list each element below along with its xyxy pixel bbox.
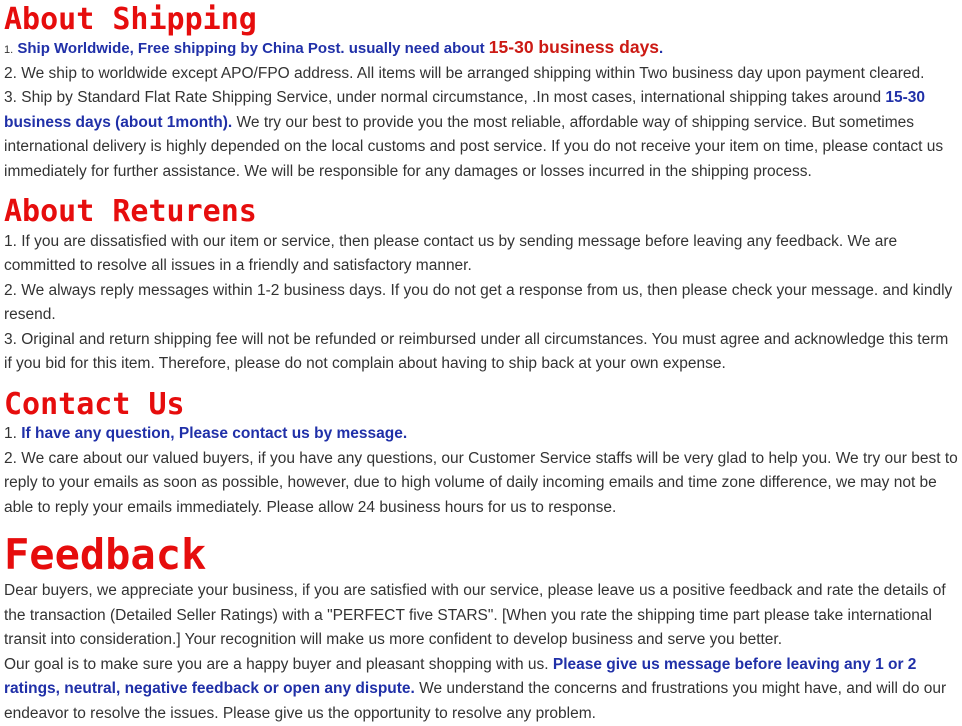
- about-returns-heading: About Returens: [4, 194, 257, 229]
- feedback-paragraph-2-text-b: We understand the concerns and frustrations you might have, and will do our endeavor to resolve the issues. Please give us the opportunity to resolve any problem.: [4, 680, 947, 722]
- returns-point-3: 3. Original and return shipping fee will not be refunded or reimbursed under all circumstances. You must agree and acknowledge this term if you bid for this item. Therefore, please do not complain about having to ship back at your own expense.: [4, 330, 949, 372]
- contact-us-heading: Contact Us: [4, 386, 185, 422]
- contact-point-2: 2. We care about our valued buyers, if you have any questions, our Customer Service staffs will be very glad to help you. We try our best to reply to your emails as soon as possible, however, due to high volume of daily incoming emails and time zone difference, we may not be able to reply your emails immediately. Please allow 24 business hours for us to response.: [4, 449, 958, 516]
- shipping-point-1-highlight: 15-30 business days: [488, 36, 660, 57]
- section-contact-us: [4, 386, 958, 521]
- shipping-point-1-blue-text: Ship Worldwide, Free shipping by China Post. usually need about: [13, 39, 489, 57]
- shipping-point-1-number: 1.: [4, 43, 14, 56]
- feedback-paragraph-2: [4, 653, 958, 726]
- returns-point-1: 1. If you are dissatisfied with our item or service, then please contact us by sending message before leaving any feedback. We are committed to resolve all issues in a friendly and satisfactory manner.: [4, 232, 898, 274]
- shipping-point-3-text-b: We try our best to provide you the most reliable, affordable way of shipping service. But sometimes international delivery is highly depended on the local customs and post service. If you do not receive your item on time, please contact us immediately for further assistance. We will be responsible for any damages or losses incurred in the shipping process.: [4, 113, 944, 180]
- section-about-shipping: [4, 4, 958, 184]
- section-about-returns: [4, 196, 958, 377]
- shipping-point-3: [4, 86, 958, 184]
- shipping-point-3-highlight: 15-30 business days (about 1month).: [4, 89, 926, 131]
- contact-point-1-blue-text: If have any question, Please contact us by message.: [21, 425, 408, 442]
- feedback-paragraph-1: Dear buyers, we appreciate your business, if you are satisfied with our service, please leave us a positive feedback and rate the details of the transaction (Detailed Seller Ratings) with a "PERFECT five STARS". [When you rate the shipping time part please take international transit into consideration.] Your recognition will make us more confident to develop business and serve you better.: [4, 582, 946, 649]
- shipping-point-2: 2. We ship to worldwide except APO/FPO address. All items will be arranged shipping within Two business day upon payment cleared.: [4, 64, 925, 82]
- shipping-point-1-period: .: [659, 39, 664, 57]
- shipping-point-1: [4, 38, 958, 59]
- contact-point-1: [4, 422, 958, 447]
- feedback-paragraph-2-text-a: Our goal is to make sure you are a happy buyer and pleasant shopping with us.: [4, 655, 553, 673]
- feedback-paragraph-2-blue-text: Please give us message before leaving any 1 or 2 ratings, neutral, negative feedback or open any dispute.: [4, 655, 917, 698]
- about-shipping-heading: About Shipping: [4, 2, 257, 37]
- contact-point-1-number: 1.: [4, 425, 22, 442]
- shipping-point-3-text-a: 3. Ship by Standard Flat Rate Shipping Service, under normal circumstance, .In most cases, international shipping takes around: [4, 89, 886, 106]
- feedback-heading: Feedback: [4, 530, 207, 579]
- section-feedback: [4, 530, 958, 726]
- returns-point-2: 2. We always reply messages within 1-2 business days. If you do not get a response from us, then please check your message. and kindly resend.: [4, 281, 953, 323]
